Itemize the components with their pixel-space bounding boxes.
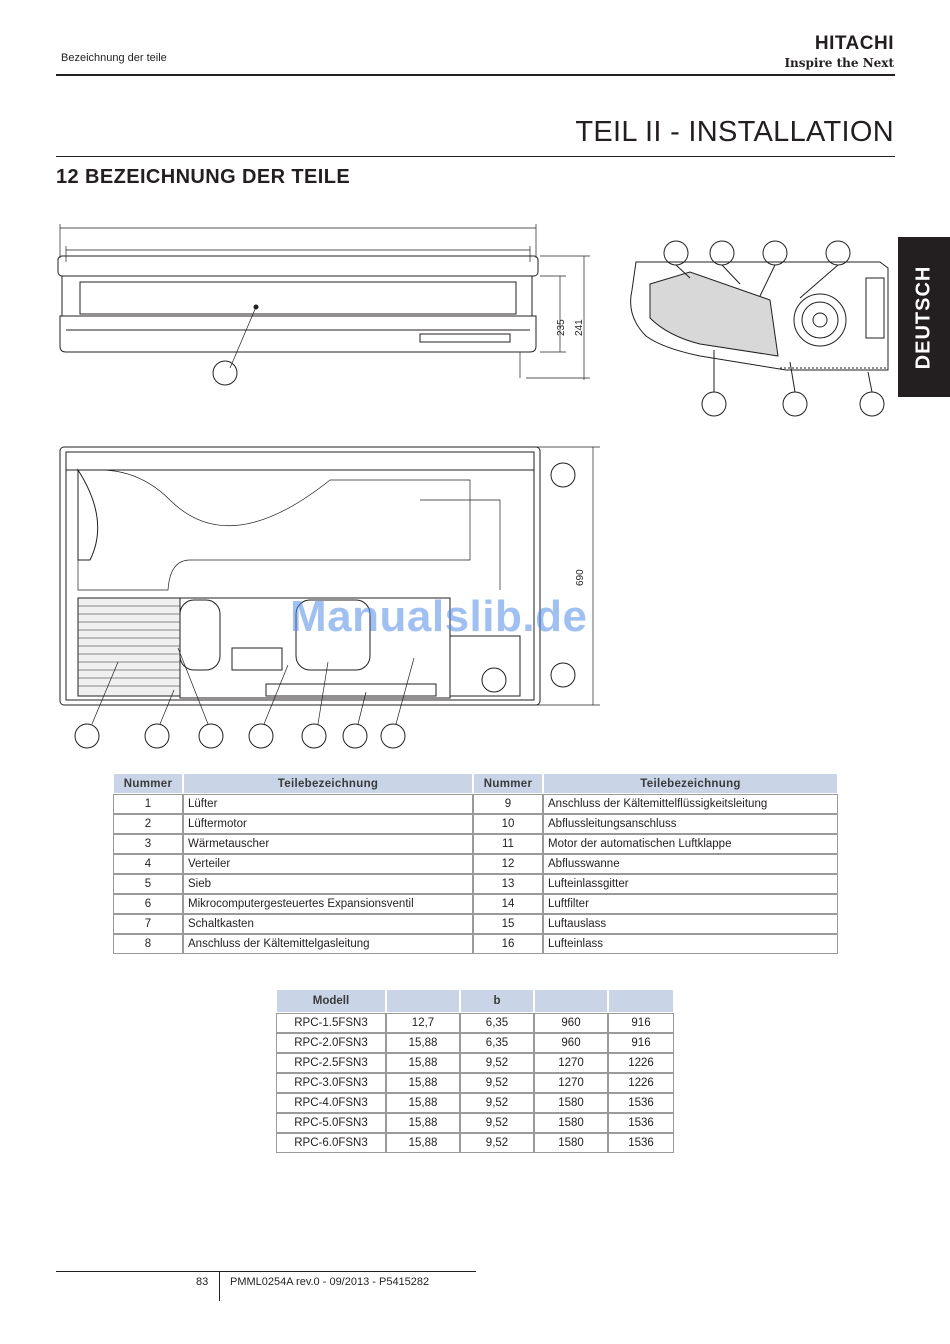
table-row: [277, 1054, 673, 1072]
cell: 15,88: [387, 1114, 459, 1132]
table-row: [277, 1034, 673, 1052]
cell: 6: [114, 895, 182, 913]
cell: 6,35: [461, 1034, 533, 1052]
cell: RPC-1.5FSN3: [277, 1014, 385, 1032]
cell: Anschluss der Kältemittelflüssigkeitsleitung: [544, 795, 837, 813]
cell: 2: [114, 815, 182, 833]
cell: 9,52: [461, 1094, 533, 1112]
cell: 5: [114, 875, 182, 893]
cell: 960: [535, 1034, 607, 1052]
cell: 13: [474, 875, 542, 893]
table-row: [114, 895, 837, 913]
cell: 9,52: [461, 1074, 533, 1092]
cell: 1580: [535, 1134, 607, 1152]
cell: RPC-6.0FSN3: [277, 1134, 385, 1152]
hitachi-logo: HITACHI: [814, 33, 894, 54]
cell: Lüftermotor: [184, 815, 472, 833]
dim-235: 235: [556, 319, 567, 336]
cell: 960: [535, 1014, 607, 1032]
cell: Abflussleitungsanschluss: [544, 815, 837, 833]
cell: 6,35: [461, 1014, 533, 1032]
cell: Lufteinlassgitter: [544, 875, 837, 893]
cell: 15,88: [387, 1074, 459, 1092]
col-header-b: b: [461, 990, 533, 1012]
table-row: [114, 835, 837, 853]
language-tab-label: DEUTSCH: [912, 265, 935, 369]
cell: 9,52: [461, 1114, 533, 1132]
cell: Wärmetauscher: [184, 835, 472, 853]
model-table-header: [277, 990, 673, 1012]
cell: Lufteinlass: [544, 935, 837, 953]
cell: RPC-2.0FSN3: [277, 1034, 385, 1052]
cell: RPC-3.0FSN3: [277, 1074, 385, 1092]
cell: 14: [474, 895, 542, 913]
cell: 12,7: [387, 1014, 459, 1032]
cell: 15,88: [387, 1134, 459, 1152]
cell: Verteiler: [184, 855, 472, 873]
front-view-drawing: [58, 224, 590, 385]
col-header-teilebezeichnung: Teilebezeichnung: [184, 774, 472, 793]
section-title: 12 BEZEICHNUNG DER TEILE: [56, 166, 351, 188]
cell: 15,88: [387, 1054, 459, 1072]
document-id: PMML0254A rev.0 - 09/2013 - P5415282: [230, 1276, 430, 1288]
cell: 3: [114, 835, 182, 853]
col-header-blank-1: [387, 990, 459, 1012]
cell: Luftauslass: [544, 915, 837, 933]
cell: 11: [474, 835, 542, 853]
table-row: [114, 875, 837, 893]
cell: 12: [474, 855, 542, 873]
col-header-nummer-2: Nummer: [474, 774, 542, 793]
cell: 1270: [535, 1054, 607, 1072]
cell: 15,88: [387, 1094, 459, 1112]
cell: 9,52: [461, 1054, 533, 1072]
cell: 1580: [535, 1114, 607, 1132]
cell: 10: [474, 815, 542, 833]
cell: 1: [114, 795, 182, 813]
running-header: Bezeichnung der teile: [61, 52, 167, 64]
cell: RPC-5.0FSN3: [277, 1114, 385, 1132]
logo-slogan: Inspire the Next: [784, 56, 894, 70]
cell: 15,88: [387, 1034, 459, 1052]
cell: 9: [474, 795, 542, 813]
cell: Motor der automatischen Luftklappe: [544, 835, 837, 853]
table-row: [114, 935, 837, 953]
col-header-modell: Modell: [277, 990, 385, 1012]
cell: 9,52: [461, 1134, 533, 1152]
side-view-drawing: [631, 241, 888, 416]
table-row: [114, 915, 837, 933]
col-header-teilebezeichnung-2: Teilebezeichnung: [544, 774, 837, 793]
cell: 1226: [609, 1054, 673, 1072]
table-row: [277, 1114, 673, 1132]
cell: Anschluss der Kältemittelgasleitung: [184, 935, 472, 953]
cell: 8: [114, 935, 182, 953]
cell: 7: [114, 915, 182, 933]
cell: Mikrocomputergesteuertes Expansionsventil: [184, 895, 472, 913]
footer-divider: [56, 1271, 476, 1272]
cell: Sieb: [184, 875, 472, 893]
parts-table-header: [114, 774, 837, 793]
footer-separator: [219, 1271, 220, 1301]
table-row: [114, 795, 837, 813]
cell: Lüfter: [184, 795, 472, 813]
cell: Abflusswanne: [544, 855, 837, 873]
table-row: [114, 855, 837, 873]
col-header-blank-2: [535, 990, 607, 1012]
table-row: [277, 1014, 673, 1032]
table-row: [277, 1094, 673, 1112]
part-title: TEIL II - INSTALLATION: [575, 116, 894, 148]
cell: 4: [114, 855, 182, 873]
cell: 1536: [609, 1114, 673, 1132]
dim-690: 690: [575, 569, 586, 586]
cell: 16: [474, 935, 542, 953]
cell: RPC-2.5FSN3: [277, 1054, 385, 1072]
page-number: 83: [196, 1276, 209, 1288]
cell: 1226: [609, 1074, 673, 1092]
col-header-nummer: Nummer: [114, 774, 182, 793]
parts-table: [112, 772, 839, 955]
watermark: Manualslib.de: [290, 592, 588, 641]
cell: Schaltkasten: [184, 915, 472, 933]
table-row: [114, 815, 837, 833]
cell: 1536: [609, 1094, 673, 1112]
cell: RPC-4.0FSN3: [277, 1094, 385, 1112]
cell: 15: [474, 915, 542, 933]
cell: 916: [609, 1014, 673, 1032]
table-row: [277, 1134, 673, 1152]
cell: 1270: [535, 1074, 607, 1092]
cell: 916: [609, 1034, 673, 1052]
col-header-blank-3: [609, 990, 673, 1012]
table-row: [277, 1074, 673, 1092]
model-table: [275, 988, 675, 1154]
dim-241: 241: [574, 319, 585, 336]
cell: 1536: [609, 1134, 673, 1152]
cell: 1580: [535, 1094, 607, 1112]
cell: Luftfilter: [544, 895, 837, 913]
